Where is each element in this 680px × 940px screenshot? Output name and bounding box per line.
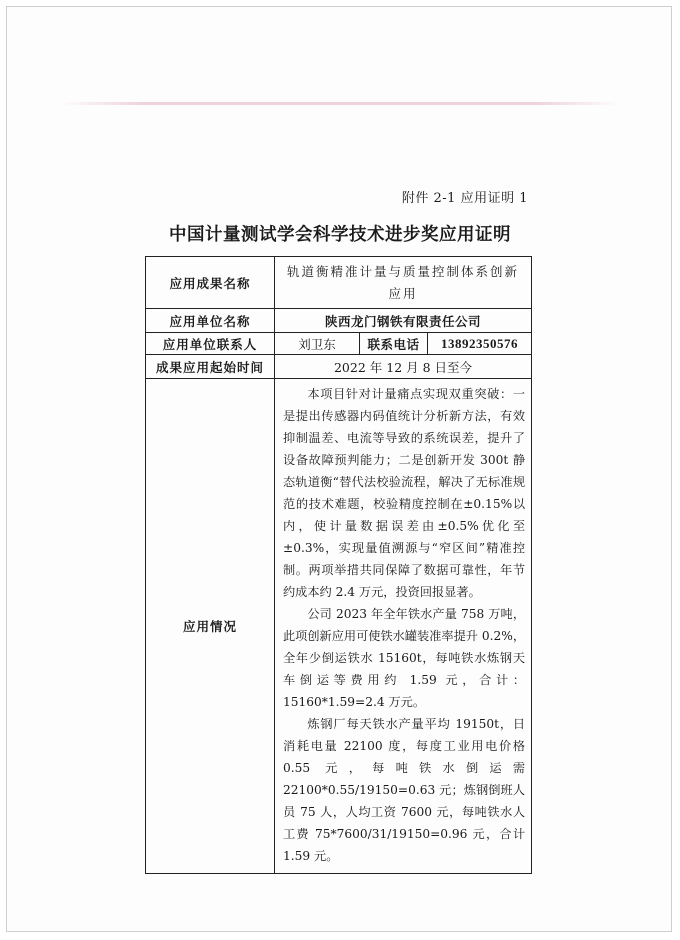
row-contact [146, 333, 532, 355]
application-paragraph: 炼钢厂每天铁水产量平均 19150t，日消耗电量 22100 度，每度工业用电价格 0.55 元，每吨铁水倒运需 22100*0.55/19150=0.63 元；炼钢倒班人员 75 人，人均工资 7600 元，每吨铁水人工费 75*7600/31/19150=0.96 元，合计 1.59 元。 [283, 717, 526, 863]
phone-label: 联系电话 [360, 333, 428, 355]
row-application [146, 379, 532, 874]
attachment-label: 附件 2-1 应用证明 1 [401, 191, 528, 206]
row-achievement-name [146, 257, 532, 309]
start-time-label: 成果应用起始时间 [146, 355, 275, 379]
unit-name-value: 陕西龙门钢铁有限责任公司 [275, 309, 532, 333]
row-unit-name [146, 309, 532, 333]
phone-value: 13892350576 [428, 333, 532, 355]
certificate-table [145, 256, 532, 874]
scan-artifact-line [60, 102, 620, 105]
application-paragraph: 本项目针对计量痛点实现双重突破：一是提出传感器内码值统计分析新方法，有效抑制温差、电流等导致的系统误差，提升了设备故障预判能力；二是创新开发 300t 静态轨道衡“替代法校验流程，解决了无标准规范的技术难题，校验精度控制在±0.15%以内，使计量数据误差由±0.5%优化至±0.3%，实现量值溯源与“窄区间”精准控制。两项举措共同保障了数据可靠性，年节约成本约 2.4 万元，投资回报显著。 [283, 387, 526, 599]
application-label: 应用情况 [146, 379, 275, 874]
achievement-name-value: 轨道衡精准计量与质量控制体系创新应用 [275, 257, 532, 309]
contact-label: 应用单位联系人 [146, 333, 275, 355]
achievement-name-label: 应用成果名称 [146, 257, 275, 309]
start-time-value: 2022 年 12 月 8 日至今 [275, 355, 532, 379]
unit-name-label: 应用单位名称 [146, 309, 275, 333]
application-content [275, 379, 532, 874]
contact-value: 刘卫东 [275, 333, 360, 355]
row-start-time [146, 355, 532, 379]
page-title: 中国计量测试学会科学技术进步奖应用证明 [169, 225, 511, 245]
application-paragraph: 公司 2023 年全年铁水产量 758 万吨，此项创新应用可使铁水罐装准率提升 0.2%，全年少倒运铁水 15160t，每吨铁水炼钢天车倒运等费用约 1.59 元，合计：15160*1.59=2.4 万元。 [283, 607, 526, 709]
